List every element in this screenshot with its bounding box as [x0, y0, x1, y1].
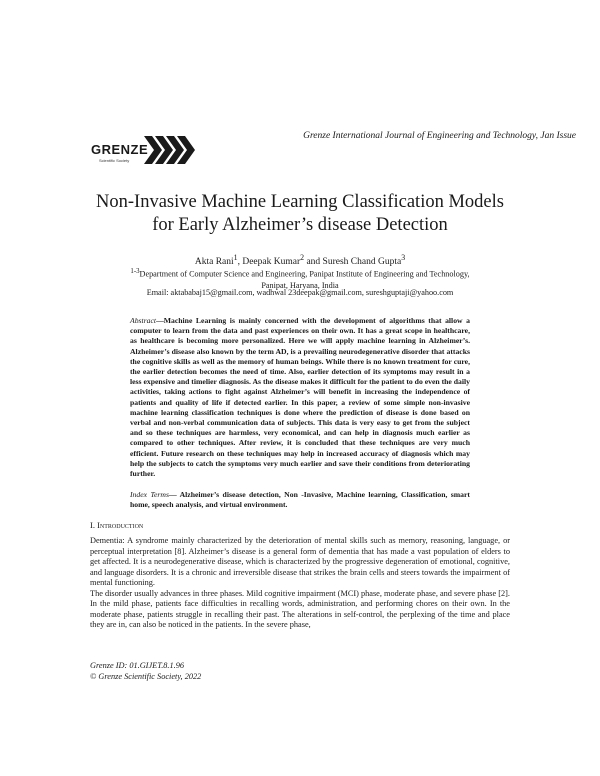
logo-subtitle: Scientific Society [99, 158, 130, 163]
affiliation-line-2: Panipat, Haryana, India [261, 280, 339, 290]
author-emails: Email: aktababaj15@gmail.com, wadhwal 23deepak@gmail.com, sureshguptaji@yahoo.com [146, 288, 454, 297]
index-terms-text: — Alzheimer’s disease detection, Non -Invasive, Machine learning, Classification, smart home, speech analysis, and virtual environment. [130, 490, 470, 510]
journal-header: Grenze International Journal of Engineering and Technology, Jan Issue [303, 131, 576, 141]
author-1-sup: 1 [233, 253, 238, 262]
abstract [130, 316, 470, 479]
footer [90, 661, 201, 682]
section-title: Introduction [97, 520, 144, 530]
logo-wordmark: GRENZE [91, 142, 149, 157]
copyright: © Grenze Scientific Society, 2022 [90, 671, 202, 681]
index-terms-label: Index Terms [130, 490, 169, 499]
affiliation-sup: 1-3 [130, 268, 140, 275]
chevrons-icon [144, 136, 196, 164]
paragraph: Dementia: A syndrome mainly characterized by the deterioration of mental skills such as memory, reasoning, language, or perceptual interpretation [8]. Alzheimer’s disease is a general form of dementia that has made a vast population of elders to get affected. It is a neurodegenerative disease, which is characterized by the progressive degeneration of emotional, cognitive, and language disorders. It is a chronic and irreversible disease that strikes the brain cells and steers towards the impairment of mental functioning. [90, 536, 510, 587]
index-terms [130, 490, 470, 510]
author-3: Suresh Chand Gupta [322, 257, 402, 268]
author-2: Deepak Kumar [242, 257, 301, 268]
author-separator: , [237, 257, 243, 268]
paragraph: The disorder usually advances in three phases. Mild cognitive impairment (MCI) phase, moderate phase, and severe phase [2]. In the mild phase, patients face difficulties in recalling words, administration, and performing chores on their own. In the moderate phase, patients struggle in recalling their past. The alterations in self-control, the perplexing of the time and place they are in, can also be noticed in the patients. In the severe phase, [90, 588, 511, 629]
abstract-label: Abstract [130, 316, 157, 325]
title-line-2: for Early Alzheimer’s disease Detection [152, 215, 448, 235]
abstract-text: —Machine Learning is mainly concerned with the development of algorithms that allow a computer to learn from the data and past experiences on their own. It has a great scope in healthcare, as healthcare is becoming more personalized. Here we will apply machine learning in Alzheimer’s. Alzheimer’s disease also known by the term AD, is a prevailing neurodegenerative disorder that attacks the cognitive skills as well as the memory of human beings. While there is no known treatment for cure, the earlier detection becomes the need of time. Also, earlier detection of its symptoms may result in a less expensive and timelier diagnosis. As the disease makes it difficult for the patient to do even the daily activities, taking actions to fight against Alzheimer’s will benefit in increasing the independence of patients and quality of life if detected earlier. In this paper, a review of some simple non-invasive machine learning classification techniques is done where the prediction of disease is done based on verbal and non-verbal communication data of subjects. This data is very easy to get from the subject and so these techniques are harmless, very economical, and can help in diagnosis much earlier as compared to other techniques. After review, it is concluded that these techniques are very much efficient. Future research on these techniques may help in increased accuracy of diagnosis which may help the subjects to catch the symptoms very much earlier and save their conditions from deteriorating further. [130, 316, 470, 479]
author-3-sup: 3 [401, 253, 406, 262]
body-text [90, 536, 510, 631]
section-number: I. [90, 520, 98, 530]
section-heading [90, 520, 143, 530]
author-2-sup: 2 [300, 253, 305, 262]
title-line-1: Non-Invasive Machine Learning Classification Models [96, 192, 504, 212]
author-1: Akta Rani [194, 257, 234, 268]
affiliation-line-1: Department of Computer Science and Engineering, Panipat Institute of Engineering and Technology, [139, 269, 470, 279]
grenze-id: Grenze ID: 01.GIJET.8.1.96 [90, 661, 185, 670]
author-separator: and [304, 257, 323, 268]
grenze-logo [91, 133, 201, 169]
paper-title [60, 191, 540, 237]
